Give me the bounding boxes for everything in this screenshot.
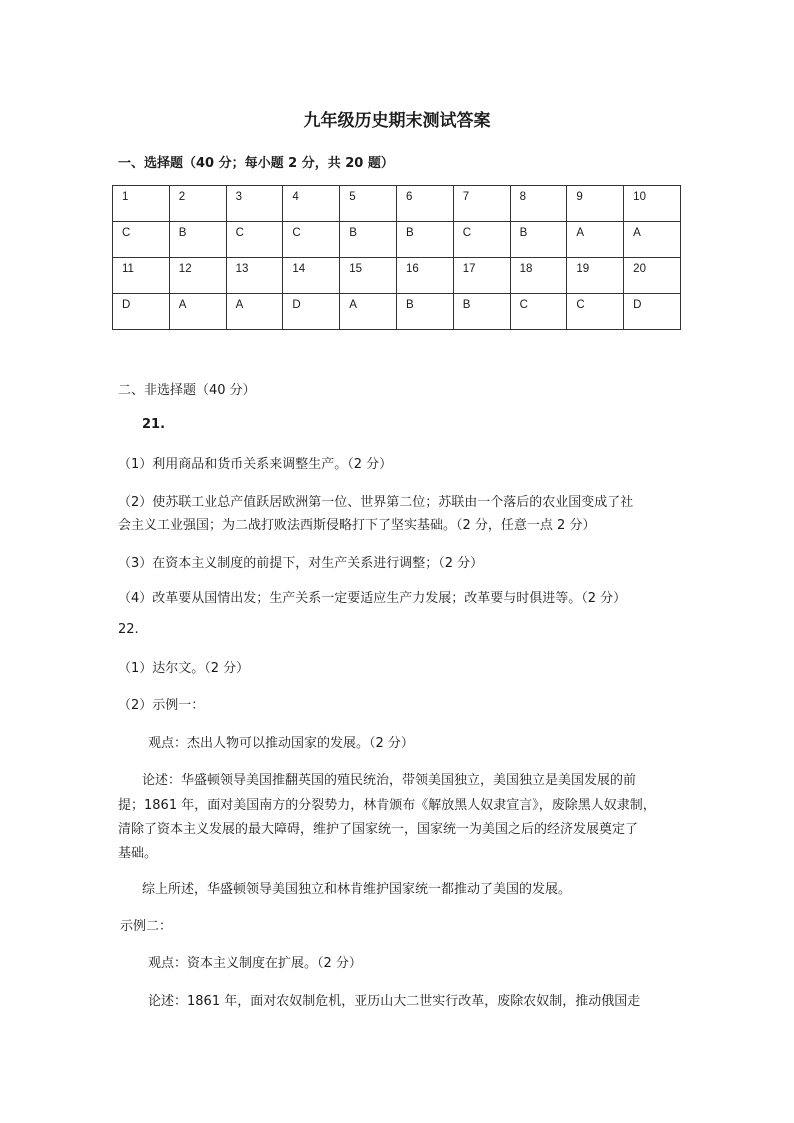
answer-cell: B [396, 222, 453, 258]
answer-cell: A [624, 222, 681, 258]
question-number-cell: 1 [113, 186, 170, 222]
answer-cell: C [453, 222, 510, 258]
answer-cell: B [169, 222, 226, 258]
question-number-cell: 12 [169, 258, 226, 294]
table-row [113, 222, 681, 258]
table-row [113, 258, 681, 294]
section-heading-choice: 一、选择题（40 分；每小题 2 分，共 20 题） [118, 156, 394, 171]
answer-cell: C [283, 222, 340, 258]
question-number-cell: 19 [567, 258, 624, 294]
answer-cell: D [113, 294, 170, 330]
question-number-cell: 8 [510, 186, 567, 222]
table-row [113, 294, 681, 330]
question-number-cell: 17 [453, 258, 510, 294]
question-number-cell: 9 [567, 186, 624, 222]
answer-cell: C [113, 222, 170, 258]
question-number-cell: 7 [453, 186, 510, 222]
answer-cell: B [510, 222, 567, 258]
example1-argument-line4: 基础。 [118, 846, 158, 861]
q21-answer-2-line2: 会主义工业强国；为二战打败法西斯侵略打下了坚实基础。（2 分，任意一点 2 分） [118, 518, 596, 533]
table-row [113, 186, 681, 222]
answer-cell: D [624, 294, 681, 330]
q21-answer-3: （3）在资本主义制度的前提下，对生产关系进行调整；（2 分） [118, 556, 484, 571]
q22-answer-2-intro: （2）示例一： [118, 698, 205, 713]
answer-cell: A [226, 294, 283, 330]
answer-cell: A [340, 294, 397, 330]
question-22-number: 22. [118, 622, 139, 637]
question-number-cell: 14 [283, 258, 340, 294]
question-number-cell: 10 [624, 186, 681, 222]
answer-cell: C [567, 294, 624, 330]
answer-cell: B [396, 294, 453, 330]
page-title: 九年级历史期末测试答案 [303, 111, 491, 131]
question-number-cell: 20 [624, 258, 681, 294]
answer-cell: A [567, 222, 624, 258]
q21-answer-1: （1）利用商品和货币关系来调整生产。（2 分） [118, 457, 393, 472]
question-number-cell: 11 [113, 258, 170, 294]
question-number-cell: 4 [283, 186, 340, 222]
example1-viewpoint: 观点：杰出人物可以推动国家的发展。（2 分） [148, 736, 414, 751]
q22-answer-1: （1）达尔文。（2 分） [118, 661, 250, 676]
q21-answer-2-line1: （2）使苏联工业总产值跃居欧洲第一位、世界第二位；苏联由一个落后的农业国变成了社 [118, 495, 634, 510]
example1-argument-line2: 提；1861 年，面对美国南方的分裂势力，林肯颁布《解放黑人奴隶宣言》，废除黑人奴隶制， [118, 798, 656, 813]
answer-cell: B [340, 222, 397, 258]
question-number-cell: 6 [396, 186, 453, 222]
answer-cell: B [453, 294, 510, 330]
answer-cell: C [226, 222, 283, 258]
question-number-cell: 5 [340, 186, 397, 222]
example2-viewpoint: 观点：资本主义制度在扩展。（2 分） [148, 956, 362, 971]
example1-summary: 综上所述，华盛顿领导美国独立和林肯维护国家统一都推动了美国的发展。 [142, 882, 572, 897]
question-number-cell: 13 [226, 258, 283, 294]
question-21-number: 21. [142, 417, 166, 432]
question-number-cell: 3 [226, 186, 283, 222]
answer-cell: A [169, 294, 226, 330]
example1-argument-line1: 论述：华盛顿领导美国推翻英国的殖民统治，带领美国独立，美国独立是美国发展的前 [142, 773, 637, 788]
question-number-cell: 18 [510, 258, 567, 294]
section-heading-nonchoice: 二、非选择题（40 分） [118, 383, 256, 398]
question-number-cell: 16 [396, 258, 453, 294]
answer-cell: C [510, 294, 567, 330]
q21-answer-4: （4）改革要从国情出发；生产关系一定要适应生产力发展；改革要与时俱进等。（2 分） [118, 591, 627, 606]
answer-table [112, 185, 681, 330]
question-number-cell: 2 [169, 186, 226, 222]
answer-cell: D [283, 294, 340, 330]
question-number-cell: 15 [340, 258, 397, 294]
example2-argument-line1: 论述：1861 年，面对农奴制危机，亚历山大二世实行改革，废除农奴制，推动俄国走 [148, 994, 641, 1009]
example2-label: 示例二： [120, 919, 173, 934]
example1-argument-line3: 清除了资本主义发展的最大障碍，维护了国家统一，国家统一为美国之后的经济发展奠定了 [118, 822, 639, 837]
